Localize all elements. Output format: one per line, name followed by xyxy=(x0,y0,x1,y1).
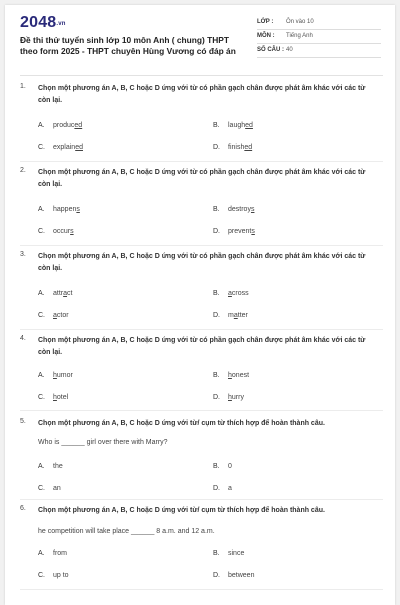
option-d[interactable]: D. hurry xyxy=(213,394,244,401)
question-separator xyxy=(20,245,383,246)
option-c[interactable]: C. occurs xyxy=(38,228,74,235)
question-separator xyxy=(20,499,383,500)
exam-title: Đề thi thử tuyển sinh lớp 10 môn Anh ( chung) THPT theo form 2025 - THPT chuyên Hùng Vương có đáp án xyxy=(20,35,236,56)
site-logo[interactable] xyxy=(20,14,66,32)
question-separator xyxy=(20,410,383,411)
question-number: 3. xyxy=(20,251,26,258)
option-d[interactable]: D. matter xyxy=(213,312,248,319)
option-b[interactable]: B. honest xyxy=(213,372,250,379)
option-c[interactable]: C. actor xyxy=(38,312,69,319)
option-b[interactable]: B. since xyxy=(213,550,245,557)
option-d[interactable]: D. between xyxy=(213,572,255,579)
question-text: Chọn một phương án A, B, C hoặc D ứng với từ có phần gạch chân được phát âm khác với các từ còn lại. xyxy=(38,337,366,356)
logo-suffix: .vn xyxy=(56,21,66,27)
option-b[interactable]: B. across xyxy=(213,290,249,297)
question-1 xyxy=(20,83,380,163)
option-b[interactable]: B. 0 xyxy=(213,463,232,470)
option-a[interactable]: A. humor xyxy=(38,372,73,379)
meta-count: SỐ CÂU : 40 xyxy=(257,47,293,53)
option-a[interactable]: A. happens xyxy=(38,206,80,213)
meta-subject: MÔN : Tiếng Anh xyxy=(257,33,313,39)
question-separator xyxy=(20,329,383,330)
question-separator xyxy=(20,589,383,590)
question-text: Chọn một phương án A, B, C hoặc D ứng với từ/ cụm từ thích hợp để hoàn thành câu. xyxy=(38,420,325,427)
option-d[interactable]: D. prevents xyxy=(213,228,255,235)
question-number: 5. xyxy=(20,418,26,425)
logo-main: 2048 xyxy=(20,14,57,31)
option-b[interactable]: B. destroys xyxy=(213,206,255,213)
meta-class: LỚP : Ôn vào 10 xyxy=(257,19,314,25)
question-4 xyxy=(20,335,380,415)
question-number: 4. xyxy=(20,335,26,342)
exam-header xyxy=(5,5,395,73)
question-text: Chọn một phương án A, B, C hoặc D ứng với từ/ cụm từ thích hợp để hoàn thành câu. xyxy=(38,507,325,514)
question-number: 6. xyxy=(20,505,26,512)
option-d[interactable]: D. a xyxy=(213,485,232,492)
option-c[interactable]: C. an xyxy=(38,485,61,492)
question-stem: Who is ______ girl over there with Marry? xyxy=(38,439,168,446)
exam-page xyxy=(5,5,395,605)
question-3 xyxy=(20,251,380,331)
question-text: Chọn một phương án A, B, C hoặc D ứng với từ có phần gạch chân được phát âm khác với các từ còn lại. xyxy=(38,253,366,272)
question-6 xyxy=(20,505,380,590)
question-text: Chọn một phương án A, B, C hoặc D ứng với từ có phần gạch chân được phát âm khác với các từ còn lại. xyxy=(38,85,366,104)
option-a[interactable]: A. attract xyxy=(38,290,73,297)
question-number: 1. xyxy=(20,83,26,90)
question-separator xyxy=(20,161,383,162)
question-5 xyxy=(20,418,380,503)
option-c[interactable]: C. explained xyxy=(38,144,83,151)
question-stem: he competition will take place ______ 8 a.m. and 12 a.m. xyxy=(38,528,215,535)
option-a[interactable]: A. produced xyxy=(38,122,83,129)
meta-divider xyxy=(257,57,381,58)
question-number: 2. xyxy=(20,167,26,174)
header-divider xyxy=(20,75,383,76)
question-text: Chọn một phương án A, B, C hoặc D ứng với từ có phần gạch chân được phát âm khác với các từ còn lại. xyxy=(38,169,366,188)
option-a[interactable]: A. from xyxy=(38,550,67,557)
question-2 xyxy=(20,167,380,247)
option-c[interactable]: C. hotel xyxy=(38,394,69,401)
option-c[interactable]: C. up to xyxy=(38,572,69,579)
option-b[interactable]: B. laughed xyxy=(213,122,253,129)
option-d[interactable]: D. finished xyxy=(213,144,253,151)
option-a[interactable]: A. the xyxy=(38,463,63,470)
